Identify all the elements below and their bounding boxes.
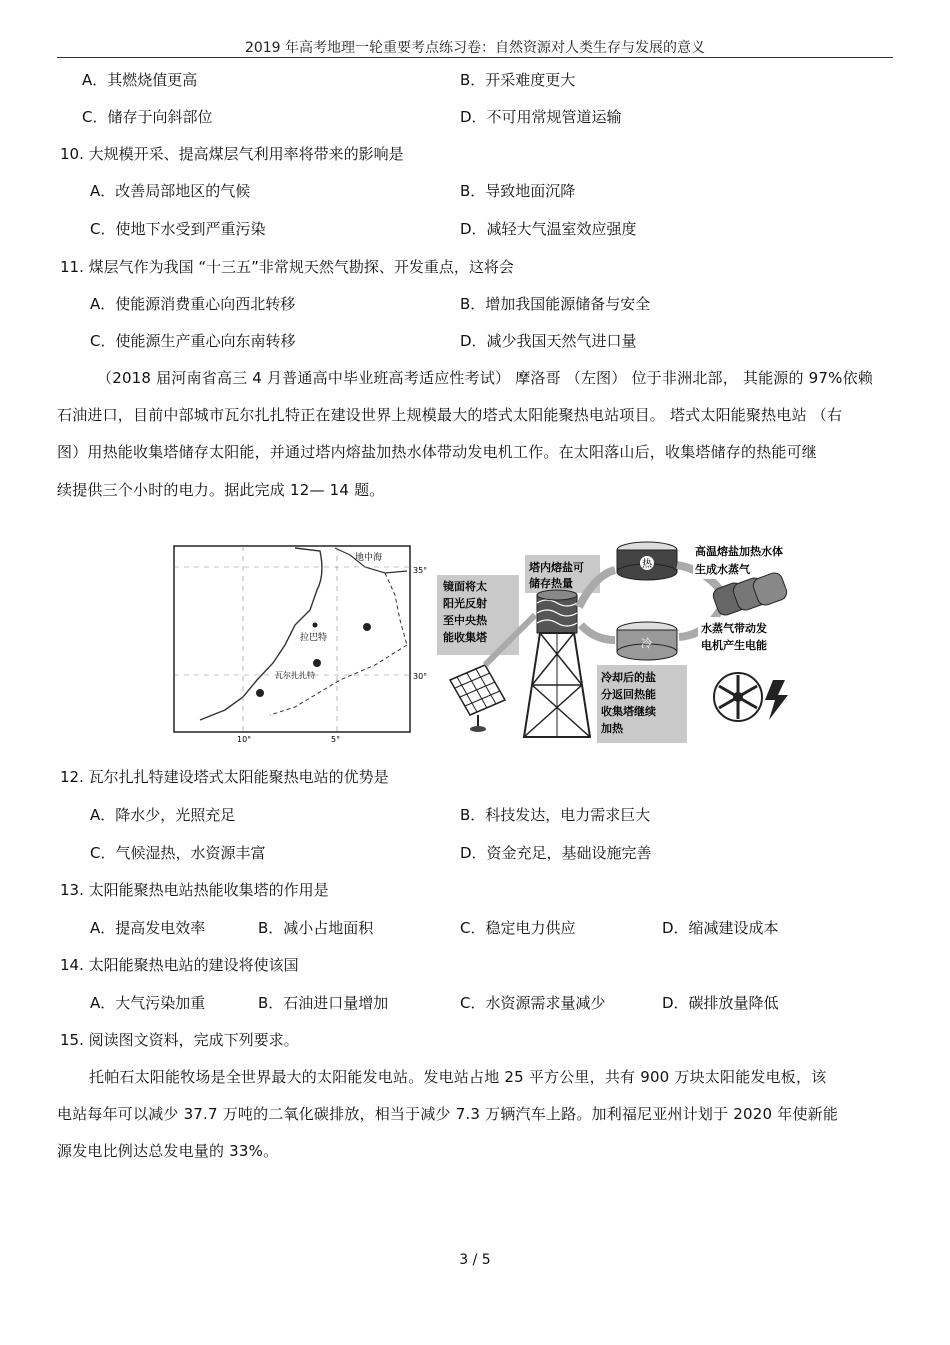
page-number: 3 / 5 bbox=[459, 1252, 491, 1268]
q10-option-d: D．减轻大气温室效应强度 bbox=[460, 220, 637, 238]
gen-caption-1: 水蒸气带动发 bbox=[701, 622, 767, 635]
collection-tower bbox=[524, 590, 590, 737]
morocco-map bbox=[174, 546, 427, 744]
map-marker-1 bbox=[363, 623, 371, 631]
flow-from-cold-tank bbox=[581, 625, 615, 640]
solar-tower-diagram bbox=[437, 541, 803, 743]
hot-tank-label: 热 bbox=[642, 559, 652, 570]
q15-stem: 15. 阅读图文资料，完成下列要求。 bbox=[60, 1031, 299, 1049]
tower-caption-1: 塔内熔盐可 bbox=[529, 561, 584, 574]
mirror-caption-1: 镜面将太 bbox=[443, 580, 487, 593]
return-caption-1: 冷却后的盐 bbox=[601, 671, 656, 684]
q12-stem: 12. 瓦尔扎扎特建设塔式太阳能聚热电站的优势是 bbox=[60, 768, 389, 786]
q13-stem: 13. 太阳能聚热电站热能收集塔的作用是 bbox=[60, 881, 329, 899]
q15-line-3: 源发电比例达总发电量的 33%。 bbox=[57, 1142, 279, 1160]
steam-caption-2: 生成水蒸气 bbox=[695, 563, 750, 576]
q12-option-d: D．资金充足，基础设施完善 bbox=[460, 844, 652, 862]
q13-option-d: D．缩减建设成本 bbox=[662, 919, 779, 937]
q9-option-a: A．其燃烧值更高 bbox=[82, 71, 198, 89]
q12-option-c: C．气候湿热，水资源丰富 bbox=[90, 844, 266, 862]
map-lon-5: 5° bbox=[331, 735, 341, 744]
gen-caption-2: 电机产生电能 bbox=[701, 639, 767, 652]
q13-option-b: B．减小占地面积 bbox=[258, 919, 374, 937]
mirror-caption-2: 阳光反射 bbox=[443, 597, 487, 610]
q14-option-b: B．石油进口量增加 bbox=[258, 994, 389, 1012]
q9-option-b: B．开采难度更大 bbox=[460, 71, 576, 89]
solar-panel bbox=[450, 665, 505, 732]
q13-option-c: C．稳定电力供应 bbox=[460, 919, 576, 937]
q12-option-a: A．降水少，光照充足 bbox=[90, 806, 236, 824]
figure-svg bbox=[145, 515, 810, 745]
passage-line-3: 图）用热能收集塔储存太阳能，并通过塔内熔盐加热水体带动发电机工作。在太阳落山后，收集塔储存的热能可继 bbox=[57, 443, 818, 461]
mirror-caption-4: 能收集塔 bbox=[443, 631, 487, 644]
turbine bbox=[714, 673, 762, 721]
q9-option-c: C．储存于向斜部位 bbox=[82, 108, 213, 126]
q15-line-1: 托帕石太阳能牧场是全世界最大的太阳能发电站。发电站占地 25 平方公里，共有 900 万块太阳能发电板，该 bbox=[89, 1068, 827, 1086]
return-caption-2: 分返回热能 bbox=[601, 688, 656, 701]
map-lat-30: 30° bbox=[413, 672, 428, 681]
map-lon-10: 10° bbox=[237, 735, 252, 744]
q11-option-b: B．增加我国能源储备与安全 bbox=[460, 295, 651, 313]
q14-option-d: D．碳排放量降低 bbox=[662, 994, 779, 1012]
q10-option-a: A．改善局部地区的气候 bbox=[90, 182, 251, 200]
q11-option-a: A．使能源消费重心向西北转移 bbox=[90, 295, 296, 313]
map-frame bbox=[174, 546, 410, 732]
q14-stem: 14. 太阳能聚热电站的建设将使该国 bbox=[60, 956, 299, 974]
lightning-icon bbox=[765, 680, 788, 720]
q11-option-c: C．使能源生产重心向东南转移 bbox=[90, 332, 296, 350]
passage-line-2: 石油进口，目前中部城市瓦尔扎扎特正在建设世界上规模最大的塔式太阳能聚热电站项目。 塔式太阳能聚热电站 （右 bbox=[57, 406, 843, 424]
q14-option-a: A．大气污染加重 bbox=[90, 994, 206, 1012]
steam-caption-1: 高温熔盐加热水体 bbox=[695, 545, 783, 558]
map-marker-3 bbox=[256, 689, 264, 697]
page-header: 2019 年高考地理一轮重要考点练习卷：自然资源对人类生存与发展的意义 bbox=[244, 40, 706, 56]
passage-line-4: 续提供三个小时的电力。据此完成 12— 14 题。 bbox=[57, 481, 385, 499]
return-caption-4: 加热 bbox=[601, 722, 623, 735]
map-lat-35: 35° bbox=[413, 566, 428, 575]
q10-option-c: C．使地下水受到严重污染 bbox=[90, 220, 266, 238]
header-rule bbox=[57, 57, 893, 58]
q11-option-d: D．减少我国天然气进口量 bbox=[460, 332, 637, 350]
cold-tank-label: 冷 bbox=[641, 637, 652, 650]
map-city-rabat: 拉巴特 bbox=[300, 633, 328, 643]
map-sea-label: 地中海 bbox=[355, 553, 383, 563]
q12-option-b: B．科技发达，电力需求巨大 bbox=[460, 806, 651, 824]
cold-tank bbox=[617, 622, 677, 660]
map-marker-2 bbox=[313, 659, 321, 667]
map-city-ouarzazate: 瓦尔扎扎特 bbox=[275, 671, 315, 680]
q10-stem: 10. 大规模开采、提高煤层气利用率将带来的影响是 bbox=[60, 145, 404, 163]
hot-tank bbox=[617, 542, 677, 580]
q13-option-a: A．提高发电效率 bbox=[90, 919, 206, 937]
q11-stem: 11. 煤层气作为我国 “十三五”非常规天然气勘探、开发重点，这将会 bbox=[60, 258, 514, 276]
passage-line-1: （2018 届河南省高三 4 月普通高中毕业班高考适应性考试） 摩洛哥 （左图） 位于非洲北部， 其能源的 97%依赖 bbox=[97, 369, 874, 387]
q9-option-d: D．不可用常规管道运输 bbox=[460, 108, 622, 126]
q15-line-2: 电站每年可以减少 37.7 万吨的二氧化碳排放，相当于减少 7.3 万辆汽车上路。加利福尼亚州计划于 2020 年使新能 bbox=[57, 1105, 839, 1123]
q10-option-b: B．导致地面沉降 bbox=[460, 182, 576, 200]
q14-option-c: C．水资源需求量减少 bbox=[460, 994, 606, 1012]
city-rabat-dot bbox=[313, 623, 318, 628]
mirror-caption-3: 至中央热 bbox=[443, 614, 487, 627]
tower-caption-2: 储存热量 bbox=[529, 577, 573, 590]
return-caption-3: 收集塔继续 bbox=[601, 705, 656, 718]
figure-map-and-diagram bbox=[145, 515, 810, 745]
